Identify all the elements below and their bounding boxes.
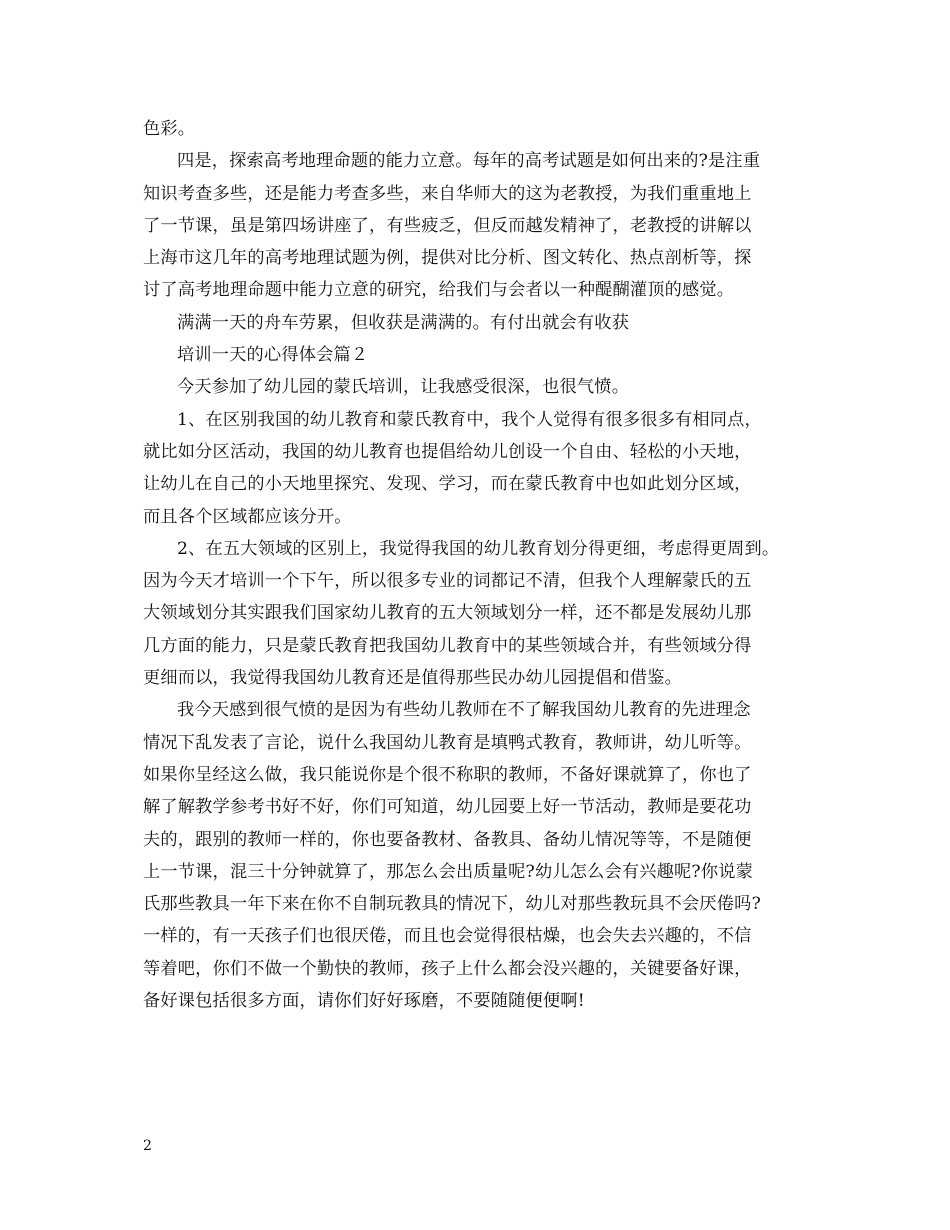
text-line: 情况下乱发表了言论，说什么我国幼儿教育是填鸭式教育，教师讲，幼儿听等。 (143, 732, 752, 753)
text-line: 2、在五大领域的区别上，我觉得我国的幼儿教育划分得更细，考虑得更周到。 (177, 538, 780, 559)
text-line: 更细而以，我觉得我国幼儿教育还是值得那些民办幼儿园提倡和借鉴。 (143, 668, 683, 689)
text-line: 知识考查多些，还是能力考查多些，来自华师大的这为老教授，为我们重重地上 (143, 183, 752, 204)
document-body (143, 113, 833, 1017)
text-line: 夫的，跟别的教师一样的，你也要备教材、备教具、备幼儿情况等等，不是随便 (143, 829, 752, 850)
text-line: 色彩。 (143, 119, 196, 139)
text-line: 我今天感到很气愤的是因为有些幼儿教师在不了解我国幼儿教育的先进理念 (177, 700, 751, 721)
text-line: 如果你呈经这么做，我只能说你是个很不称职的教师，不备好课就算了，你也了 (143, 764, 752, 785)
text-line: 上海市这几年的高考地理试题为例，提供对比分析、图文转化、热点剖析等，探 (143, 248, 752, 269)
text-line: 一样的，有一天孩子们也很厌倦，而且也会觉得很枯燥，也会失去兴趣的，不信 (143, 926, 752, 947)
text-line: 上一节课，混三十分钟就算了，那怎么会出质量呢?幼儿怎么会有兴趣呢?你说蒙 (143, 861, 754, 882)
text-line: 因为今天才培训一个下午，所以很多专业的词都记不清，但我个人理解蒙氏的五 (143, 571, 752, 592)
page-number: 2 (143, 1138, 152, 1154)
text-line: 大领域划分其实跟我们国家幼儿教育的五大领域划分一样，还不都是发展幼儿那 (143, 603, 752, 624)
text-line: 几方面的能力，只是蒙氏教育把我国幼儿教育中的某些领域合并，有些领域分得 (143, 635, 752, 656)
text-line: 而且各个区域都应该分开。 (143, 506, 352, 527)
text-line: 就比如分区活动，我国的幼儿教育也提倡给幼儿创设一个自由、轻松的小天地， (143, 441, 752, 462)
text-line: 培训一天的心得体会篇２ (177, 345, 369, 366)
text-line: 备好课包括很多方面，请你们好好琢磨，不要随随便便啊! (143, 991, 585, 1012)
text-line: 让幼儿在自己的小天地里探究、发现、学习，而在蒙氏教育中也如此划分区域， (143, 474, 752, 495)
text-line: 1、在区别我国的幼儿教育和蒙氏教育中，我个人觉得有很多很多有相同点， (177, 409, 762, 430)
text-line: 今天参加了幼儿园的蒙氏培训，让我感受很深，也很气愤。 (177, 377, 630, 398)
text-line: 讨了高考地理命题中能力立意的研究，给我们与会者以一种醍醐灌顶的感觉。 (143, 280, 735, 301)
text-line: 了一节课，虽是第四场讲座了，有些疲乏，但反而越发精神了，老教授的讲解以 (143, 215, 752, 236)
text-line: 等着吧，你们不做一个勤快的教师，孩子上什么都会没兴趣的，关键要备好课， (143, 958, 752, 979)
text-line: 氏那些教具一年下来在你不自制玩教具的情况下，幼儿对那些教玩具不会厌倦吗? (143, 894, 761, 915)
text-line: 四是，探索高考地理命题的能力立意。每年的高考试题是如何出来的?是注重 (177, 151, 761, 172)
text-line: 满满一天的舟车劳累，但收获是满满的。有付出就会有收获 (177, 312, 630, 333)
text-line: 解了解教学参考书好不好，你们可知道，幼儿园要上好一节活动，教师是要花功 (143, 797, 752, 818)
